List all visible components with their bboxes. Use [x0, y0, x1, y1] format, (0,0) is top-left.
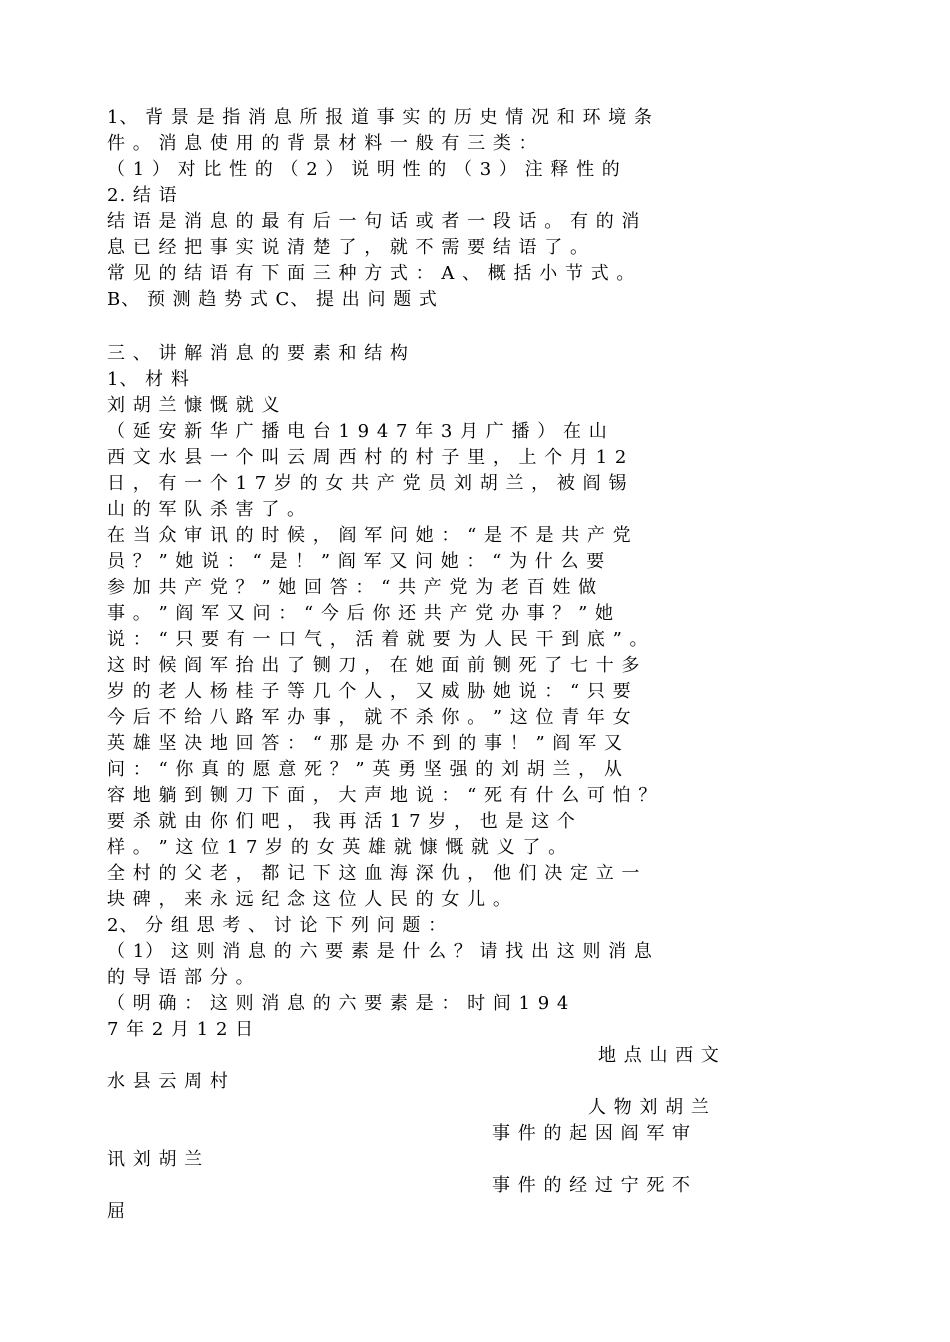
text-line: 在 当 众 审 讯 的 时 候 ， 阎 军 问 她 ： “ 是 不 是 共 产 党	[107, 525, 632, 546]
blank-line	[107, 313, 867, 339]
text-line: 山 的 军 队 杀 害 了 。	[107, 499, 307, 520]
text-line: 人 物 刘 胡 兰	[588, 1097, 710, 1118]
text-line: 2、 分 组 思 考 、 讨 论 下 列 问 题 ：	[107, 915, 448, 936]
text-line: 块 碑 ， 来 永 远 纪 念 这 位 人 民 的 女 儿 。	[107, 889, 512, 910]
text-line: 讯 刘 胡 兰	[107, 1149, 204, 1170]
text-line: 件 。 消 息 使 用 的 背 景 材 料 一 般 有 三 类 ：	[107, 133, 538, 154]
text-line: 事 件 的 经 过 宁 死 不	[492, 1175, 692, 1196]
text-line: 息 已 经 把 事 实 说 清 楚 了 ， 就 不 需 要 结 语 了 。	[107, 237, 589, 258]
text-line: 水 县 云 周 村	[107, 1071, 229, 1092]
text-line: 英 雄 坚 决 地 回 答 ： “ 那 是 办 不 到 的 事 ！ ” 阎 军 又	[107, 733, 623, 754]
text-line: 说 ： “ 只 要 有 一 口 气 ， 活 着 就 要 为 人 民 干 到 底 ” 。	[107, 629, 649, 650]
text-line: 地 点 山 西 文	[598, 1045, 720, 1066]
text-line: 1、 背 景 是 指 消 息 所 报 道 事 实 的 历 史 情 况 和 环 境 条	[107, 107, 653, 128]
text-line: 西 文 水 县 一 个 叫 云 周 西 村 的 村 子 里 ， 上 个 月 1 2	[107, 447, 628, 468]
text-line: （ 延 安 新 华 广 播 电 台 1 9 4 7 年 3 月 广 播 ） 在 山	[107, 421, 608, 442]
text-line: 参 加 共 产 党 ？ ” 她 回 答 ： “ 共 产 党 为 老 百 姓 做	[107, 577, 598, 598]
section-heading: 三 、 讲 解 消 息 的 要 素 和 结 构	[107, 343, 409, 364]
text-line: 结 语 是 消 息 的 最 有 后 一 句 话 或 者 一 段 话 。 有 的 消	[107, 211, 641, 232]
text-line: 事 件 的 起 因 阎 军 审	[492, 1123, 692, 1144]
text-line: （ 明 确 ： 这 则 消 息 的 六 要 素 是 ： 时 间 1 9 4	[107, 993, 570, 1014]
text-line: 岁 的 老 人 杨 桂 子 等 几 个 人 ， 又 威 胁 她 说 ： “ 只 要	[107, 681, 632, 702]
text-line: 事 。 ” 阎 军 又 问 ： “ 今 后 你 还 共 产 党 办 事 ？ ” 她	[107, 603, 615, 624]
text-line: B、 预 测 趋 势 式 C、 提 出 问 题 式	[107, 289, 438, 310]
text-line: 2. 结 语	[107, 185, 178, 206]
text-line: （ 1） 这 则 消 息 的 六 要 素 是 什 么 ？ 请 找 出 这 则 消 息	[107, 941, 653, 962]
text-line: 1、 材 料	[107, 369, 190, 390]
text-line: 问 ： “ 你 真 的 愿 意 死 ？ ” 英 勇 坚 强 的 刘 胡 兰 ， 从	[107, 759, 623, 780]
text-line: 今 后 不 给 八 路 军 办 事 ， 就 不 杀 你 。 ” 这 位 青 年 女	[107, 707, 632, 728]
text-line: 这 时 候 阎 军 抬 出 了 铡 刀 ， 在 她 面 前 铡 死 了 七 十 多	[107, 655, 641, 676]
text-line: 日 ， 有 一 个 1 7 岁 的 女 共 产 党 员 刘 胡 兰 ， 被 阎 锡	[107, 473, 628, 494]
text-line: （ 1 ） 对 比 性 的 （ 2 ） 说 明 性 的 （ 3 ） 注 释 性 的	[107, 159, 621, 180]
text-line: 容 地 躺 到 铡 刀 下 面 ， 大 声 地 说 ： “ 死 有 什 么 可 怕 ？	[107, 785, 658, 806]
text-line: 员 ？ ” 她 说 ： “ 是 ！ ” 阎 军 又 问 她 ： “ 为 什 么 要	[107, 551, 606, 572]
text-line: 全 村 的 父 老 ， 都 记 下 这 血 海 深 仇 ， 他 们 决 定 立 一	[107, 863, 641, 884]
text-line: 要 杀 就 由 你 们 吧 ， 我 再 活 1 7 岁 ， 也 是 这 个	[107, 811, 576, 832]
article-title: 刘 胡 兰 慷 慨 就 义	[107, 395, 281, 416]
text-line: 样 。 ” 这 位 1 7 岁 的 女 英 雄 就 慷 慨 就 义 了 。	[107, 837, 568, 858]
text-line: 屈	[107, 1201, 126, 1222]
text-line: 的 导 语 部 分 。	[107, 967, 255, 988]
text-line: 7 年 2 月 1 2 日	[107, 1019, 255, 1040]
text-line: 常 见 的 结 语 有 下 面 三 种 方 式 ： A 、 概 括 小 节 式 。	[107, 263, 636, 284]
